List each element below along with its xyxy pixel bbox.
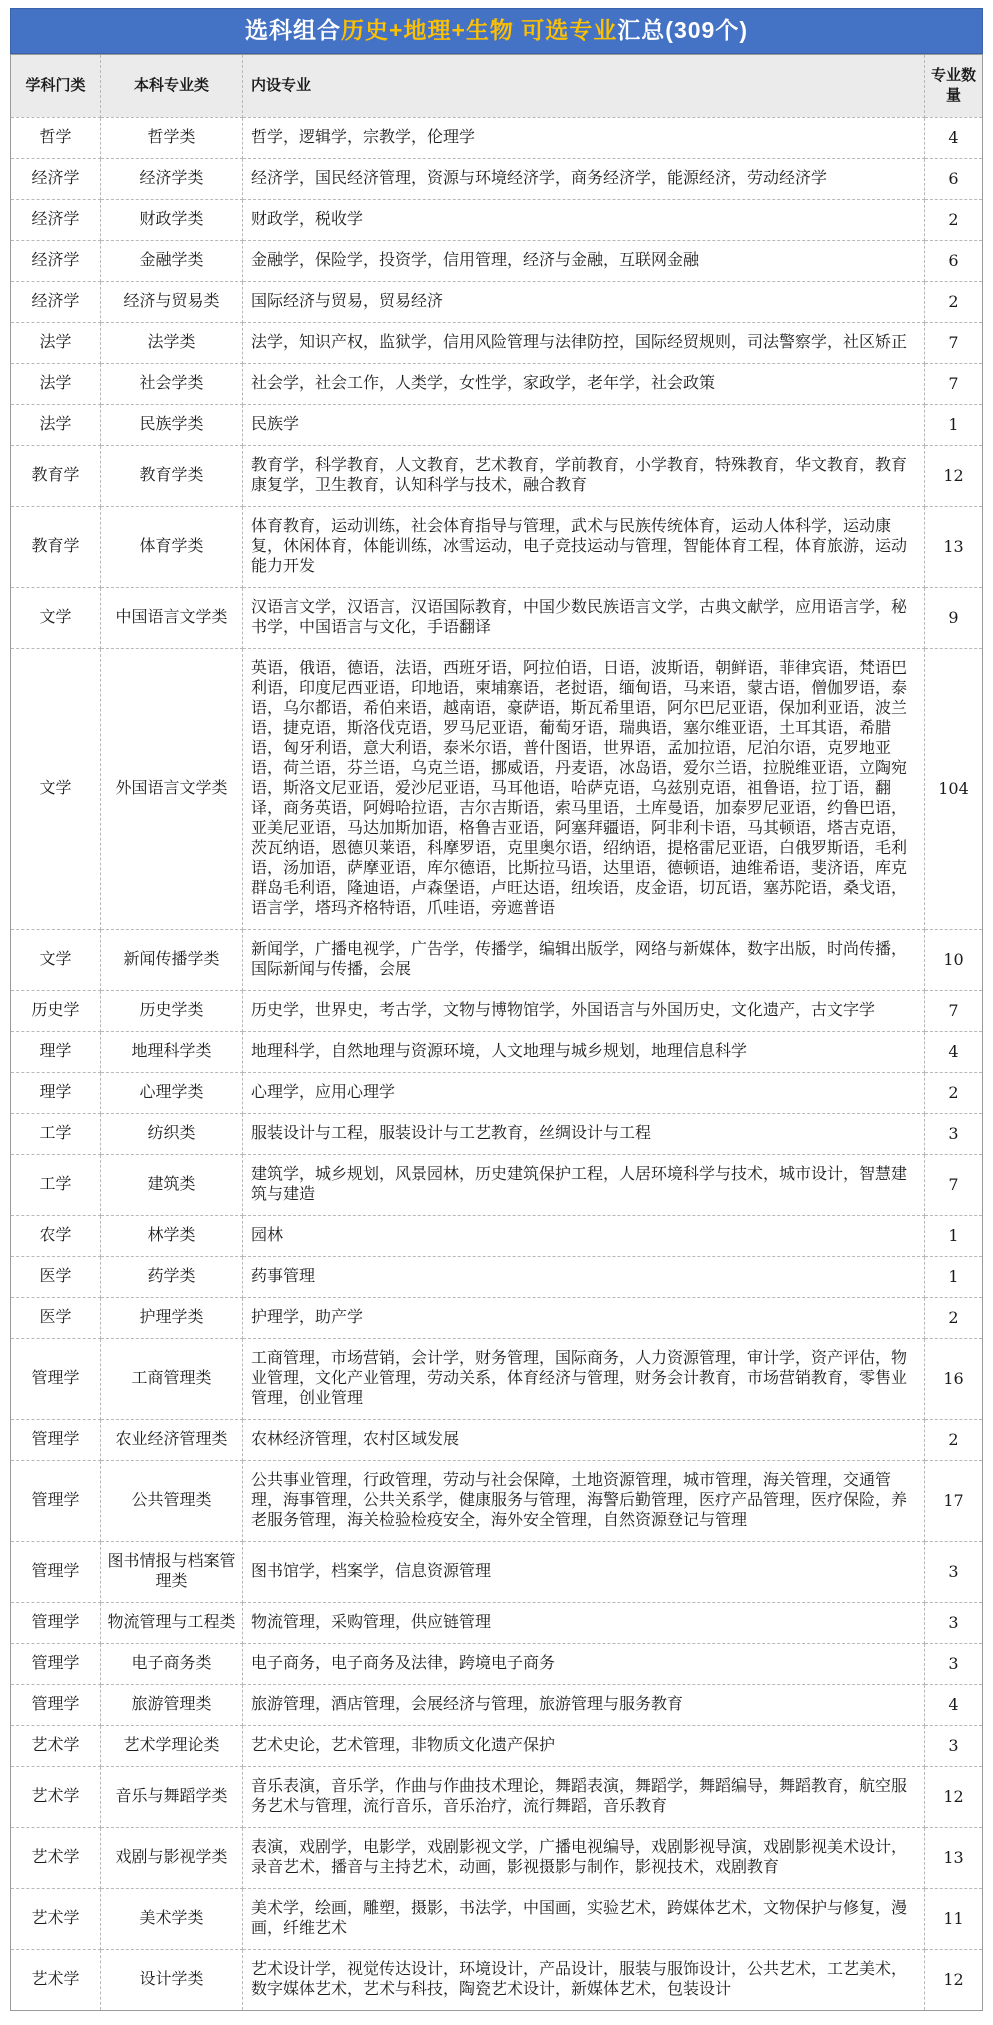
majors-cell: 音乐表演，音乐学，作曲与作曲技术理论，舞蹈表演，舞蹈学，舞蹈编导，舞蹈教育，航空服务艺术与管理，流行音乐，音乐治疗，流行舞蹈，音乐教育 bbox=[243, 1766, 925, 1827]
major-class-cell: 药学类 bbox=[101, 1256, 243, 1297]
table-row bbox=[11, 240, 983, 281]
count-cell: 4 bbox=[925, 117, 983, 158]
table-row bbox=[11, 1725, 983, 1766]
major-class-cell: 图书情报与档案管理类 bbox=[101, 1541, 243, 1602]
discipline-cell: 管理学 bbox=[11, 1602, 101, 1643]
discipline-cell: 文学 bbox=[11, 587, 101, 648]
discipline-cell: 文学 bbox=[11, 929, 101, 990]
table-row bbox=[11, 1684, 983, 1725]
count-cell: 1 bbox=[925, 404, 983, 445]
count-cell: 10 bbox=[925, 929, 983, 990]
majors-cell: 哲学，逻辑学，宗教学，伦理学 bbox=[243, 117, 925, 158]
major-class-cell: 社会学类 bbox=[101, 363, 243, 404]
count-cell: 11 bbox=[925, 1888, 983, 1949]
table-row bbox=[11, 1602, 983, 1643]
discipline-cell: 经济学 bbox=[11, 240, 101, 281]
table-row bbox=[11, 363, 983, 404]
major-class-cell: 护理学类 bbox=[101, 1297, 243, 1338]
count-cell: 3 bbox=[925, 1113, 983, 1154]
count-cell: 7 bbox=[925, 1154, 983, 1215]
discipline-cell: 经济学 bbox=[11, 199, 101, 240]
major-class-cell: 美术学类 bbox=[101, 1888, 243, 1949]
discipline-cell: 艺术学 bbox=[11, 1888, 101, 1949]
count-cell: 9 bbox=[925, 587, 983, 648]
count-cell: 4 bbox=[925, 1684, 983, 1725]
discipline-cell: 艺术学 bbox=[11, 1827, 101, 1888]
major-class-cell: 纺织类 bbox=[101, 1113, 243, 1154]
count-cell: 12 bbox=[925, 445, 983, 506]
count-cell: 6 bbox=[925, 240, 983, 281]
count-cell: 6 bbox=[925, 158, 983, 199]
discipline-cell: 管理学 bbox=[11, 1684, 101, 1725]
table-row bbox=[11, 990, 983, 1031]
discipline-cell: 管理学 bbox=[11, 1460, 101, 1541]
table-row bbox=[11, 1419, 983, 1460]
discipline-cell: 理学 bbox=[11, 1072, 101, 1113]
table-row bbox=[11, 1297, 983, 1338]
table-row bbox=[11, 1256, 983, 1297]
major-class-cell: 建筑类 bbox=[101, 1154, 243, 1215]
count-cell: 12 bbox=[925, 1949, 983, 2010]
count-cell: 3 bbox=[925, 1643, 983, 1684]
major-class-cell: 教育学类 bbox=[101, 445, 243, 506]
table-row bbox=[11, 1072, 983, 1113]
discipline-cell: 法学 bbox=[11, 322, 101, 363]
discipline-cell: 农学 bbox=[11, 1215, 101, 1256]
discipline-cell: 艺术学 bbox=[11, 1725, 101, 1766]
count-cell: 2 bbox=[925, 1072, 983, 1113]
majors-cell: 法学，知识产权，监狱学，信用风险管理与法律防控，国际经贸规则，司法警察学，社区矫正 bbox=[243, 322, 925, 363]
major-class-cell: 历史学类 bbox=[101, 990, 243, 1031]
table-row bbox=[11, 587, 983, 648]
major-class-cell: 音乐与舞蹈学类 bbox=[101, 1766, 243, 1827]
discipline-cell: 工学 bbox=[11, 1154, 101, 1215]
majors-cell: 心理学，应用心理学 bbox=[243, 1072, 925, 1113]
discipline-cell: 管理学 bbox=[11, 1419, 101, 1460]
major-class-cell: 戏剧与影视学类 bbox=[101, 1827, 243, 1888]
majors-cell: 金融学，保险学，投资学，信用管理，经济与金融，互联网金融 bbox=[243, 240, 925, 281]
count-cell: 1 bbox=[925, 1215, 983, 1256]
majors-cell: 表演，戏剧学，电影学，戏剧影视文学，广播电视编导，戏剧影视导演，戏剧影视美术设计，录音艺术，播音与主持艺术，动画，影视摄影与制作，影视技术，戏剧教育 bbox=[243, 1827, 925, 1888]
table-row bbox=[11, 281, 983, 322]
majors-cell: 新闻学，广播电视学，广告学，传播学，编辑出版学，网络与新媒体，数字出版，时尚传播，国际新闻与传播，会展 bbox=[243, 929, 925, 990]
major-class-cell: 旅游管理类 bbox=[101, 1684, 243, 1725]
table-row bbox=[11, 1888, 983, 1949]
major-class-cell: 哲学类 bbox=[101, 117, 243, 158]
majors-cell: 物流管理，采购管理，供应链管理 bbox=[243, 1602, 925, 1643]
table-row bbox=[11, 1113, 983, 1154]
table-row bbox=[11, 1541, 983, 1602]
majors-cell: 英语，俄语，德语，法语，西班牙语，阿拉伯语，日语，波斯语，朝鲜语，菲律宾语，梵语巴利语，印度尼西亚语，印地语，柬埔寨语，老挝语，缅甸语，马来语，蒙古语，僧伽罗语，泰语，乌尔都语，希伯来语，越南语，豪萨语，斯瓦希里语，阿尔巴尼亚语，保加利亚语，波兰语，捷克语，斯洛伐克语，罗马尼亚语，葡萄牙语，瑞典语，塞尔维亚语，土耳其语，希腊语，匈牙利语，意大利语，泰米尔语，普什图语，世界语，孟加拉语，尼泊尔语，克罗地亚语，荷兰语，芬兰语，乌克兰语，挪威语，丹麦语，冰岛语，爱尔兰语，拉脱维亚语，立陶宛语，斯洛文尼亚语，爱沙尼亚语，马耳他语，哈萨克语，乌兹别克语，祖鲁语，拉丁语，翻译，商务英语，阿姆哈拉语，吉尔吉斯语，索马里语，土库曼语，加泰罗尼亚语，约鲁巴语，亚美尼亚语，马达加斯加语，格鲁吉亚语，阿塞拜疆语，阿非利卡语，马其顿语，塔吉克语，茨瓦纳语，恩德贝莱语，科摩罗语，克里奥尔语，绍纳语，提格雷尼亚语，白俄罗斯语，毛利语，汤加语，萨摩亚语，库尔德语，比斯拉马语，达里语，德顿语，迪维希语，斐济语，库克群岛毛利语，隆迪语，卢森堡语，卢旺达语，纽埃语，皮金语，切瓦语，塞苏陀语，桑戈语，语言学，塔玛齐格特语，爪哇语，旁遮普语 bbox=[243, 648, 925, 929]
majors-cell: 汉语言文学，汉语言，汉语国际教育，中国少数民族语言文学，古典文献学，应用语言学，秘书学，中国语言与文化，手语翻译 bbox=[243, 587, 925, 648]
discipline-cell: 文学 bbox=[11, 648, 101, 929]
table-row bbox=[11, 199, 983, 240]
table-row bbox=[11, 1215, 983, 1256]
majors-cell: 旅游管理，酒店管理，会展经济与管理，旅游管理与服务教育 bbox=[243, 1684, 925, 1725]
table-row bbox=[11, 445, 983, 506]
major-class-cell: 设计学类 bbox=[101, 1949, 243, 2010]
count-cell: 2 bbox=[925, 1297, 983, 1338]
discipline-cell: 经济学 bbox=[11, 281, 101, 322]
count-cell: 104 bbox=[925, 648, 983, 929]
table-row bbox=[11, 1643, 983, 1684]
discipline-cell: 管理学 bbox=[11, 1541, 101, 1602]
major-class-cell: 农业经济管理类 bbox=[101, 1419, 243, 1460]
count-cell: 4 bbox=[925, 1031, 983, 1072]
count-cell: 3 bbox=[925, 1602, 983, 1643]
title-banner bbox=[10, 8, 983, 54]
major-class-cell: 法学类 bbox=[101, 322, 243, 363]
discipline-cell: 医学 bbox=[11, 1297, 101, 1338]
majors-cell: 社会学，社会工作，人类学，女性学，家政学，老年学，社会政策 bbox=[243, 363, 925, 404]
discipline-cell: 教育学 bbox=[11, 445, 101, 506]
discipline-cell: 经济学 bbox=[11, 158, 101, 199]
table-row bbox=[11, 648, 983, 929]
count-cell: 1 bbox=[925, 1256, 983, 1297]
count-cell: 2 bbox=[925, 1419, 983, 1460]
count-cell: 7 bbox=[925, 322, 983, 363]
table-row bbox=[11, 1827, 983, 1888]
major-class-cell: 民族学类 bbox=[101, 404, 243, 445]
discipline-cell: 哲学 bbox=[11, 117, 101, 158]
discipline-cell: 历史学 bbox=[11, 990, 101, 1031]
discipline-cell: 教育学 bbox=[11, 506, 101, 587]
major-class-cell: 艺术学理论类 bbox=[101, 1725, 243, 1766]
table-row bbox=[11, 1949, 983, 2010]
majors-cell: 园林 bbox=[243, 1215, 925, 1256]
majors-cell: 国际经济与贸易，贸易经济 bbox=[243, 281, 925, 322]
majors-cell: 地理科学，自然地理与资源环境，人文地理与城乡规划，地理信息科学 bbox=[243, 1031, 925, 1072]
col-header-major-class: 本科专业类 bbox=[101, 54, 243, 117]
major-class-cell: 公共管理类 bbox=[101, 1460, 243, 1541]
count-cell: 17 bbox=[925, 1460, 983, 1541]
table-row bbox=[11, 322, 983, 363]
major-class-cell: 财政学类 bbox=[101, 199, 243, 240]
majors-cell: 电子商务，电子商务及法律，跨境电子商务 bbox=[243, 1643, 925, 1684]
col-header-count: 专业数量 bbox=[925, 54, 983, 117]
page-title: 选科组合历史+地理+生物 可选专业汇总(309个) bbox=[245, 17, 748, 43]
major-class-cell: 林学类 bbox=[101, 1215, 243, 1256]
majors-cell: 历史学，世界史，考古学，文物与博物馆学，外国语言与外国历史，文化遗产，古文字学 bbox=[243, 990, 925, 1031]
major-class-cell: 经济学类 bbox=[101, 158, 243, 199]
count-cell: 7 bbox=[925, 990, 983, 1031]
major-class-cell: 新闻传播学类 bbox=[101, 929, 243, 990]
major-class-cell: 外国语言文学类 bbox=[101, 648, 243, 929]
majors-cell: 药事管理 bbox=[243, 1256, 925, 1297]
discipline-cell: 管理学 bbox=[11, 1643, 101, 1684]
discipline-cell: 管理学 bbox=[11, 1338, 101, 1419]
count-cell: 13 bbox=[925, 1827, 983, 1888]
major-class-cell: 体育学类 bbox=[101, 506, 243, 587]
majors-cell: 体育教育，运动训练，社会体育指导与管理，武术与民族传统体育，运动人体科学，运动康复，休闲体育，体能训练，冰雪运动，电子竞技运动与管理，智能体育工程，体育旅游，运动能力开发 bbox=[243, 506, 925, 587]
count-cell: 2 bbox=[925, 281, 983, 322]
col-header-majors: 内设专业 bbox=[243, 54, 925, 117]
majors-cell: 民族学 bbox=[243, 404, 925, 445]
count-cell: 12 bbox=[925, 1766, 983, 1827]
count-cell: 13 bbox=[925, 506, 983, 587]
discipline-cell: 法学 bbox=[11, 404, 101, 445]
major-class-cell: 工商管理类 bbox=[101, 1338, 243, 1419]
majors-cell: 工商管理，市场营销，会计学，财务管理，国际商务，人力资源管理，审计学，资产评估，物业管理，文化产业管理，劳动关系，体育经济与管理，财务会计教育，市场营销教育，零售业管理，创业管理 bbox=[243, 1338, 925, 1419]
majors-cell: 图书馆学，档案学，信息资源管理 bbox=[243, 1541, 925, 1602]
table-row bbox=[11, 929, 983, 990]
major-class-cell: 经济与贸易类 bbox=[101, 281, 243, 322]
major-class-cell: 心理学类 bbox=[101, 1072, 243, 1113]
major-class-cell: 地理科学类 bbox=[101, 1031, 243, 1072]
major-class-cell: 电子商务类 bbox=[101, 1643, 243, 1684]
table-body bbox=[11, 117, 983, 2010]
discipline-cell: 理学 bbox=[11, 1031, 101, 1072]
discipline-cell: 工学 bbox=[11, 1113, 101, 1154]
table-row bbox=[11, 1154, 983, 1215]
table-row bbox=[11, 506, 983, 587]
discipline-cell: 艺术学 bbox=[11, 1766, 101, 1827]
table-row bbox=[11, 404, 983, 445]
discipline-cell: 艺术学 bbox=[11, 1949, 101, 2010]
table-row bbox=[11, 158, 983, 199]
count-cell: 3 bbox=[925, 1725, 983, 1766]
table-header-row bbox=[11, 54, 983, 117]
count-cell: 16 bbox=[925, 1338, 983, 1419]
majors-cell: 公共事业管理，行政管理，劳动与社会保障，土地资源管理，城市管理，海关管理，交通管理，海事管理，公共关系学，健康服务与管理，海警后勤管理，医疗产品管理，医疗保险，养老服务管理，海关检验检疫安全，海外安全管理，自然资源登记与管理 bbox=[243, 1460, 925, 1541]
majors-cell: 财政学，税收学 bbox=[243, 199, 925, 240]
table-row bbox=[11, 117, 983, 158]
majors-cell: 服装设计与工程，服装设计与工艺教育，丝绸设计与工程 bbox=[243, 1113, 925, 1154]
table-row bbox=[11, 1460, 983, 1541]
discipline-cell: 法学 bbox=[11, 363, 101, 404]
majors-cell: 护理学，助产学 bbox=[243, 1297, 925, 1338]
major-class-cell: 中国语言文学类 bbox=[101, 587, 243, 648]
majors-cell: 经济学，国民经济管理，资源与环境经济学，商务经济学，能源经济，劳动经济学 bbox=[243, 158, 925, 199]
table-row bbox=[11, 1338, 983, 1419]
majors-cell: 农林经济管理，农村区域发展 bbox=[243, 1419, 925, 1460]
majors-cell: 艺术史论，艺术管理，非物质文化遗产保护 bbox=[243, 1725, 925, 1766]
discipline-cell: 医学 bbox=[11, 1256, 101, 1297]
count-cell: 7 bbox=[925, 363, 983, 404]
table-row bbox=[11, 1031, 983, 1072]
major-class-cell: 物流管理与工程类 bbox=[101, 1602, 243, 1643]
table-row bbox=[11, 1766, 983, 1827]
majors-cell: 教育学，科学教育，人文教育，艺术教育，学前教育，小学教育，特殊教育，华文教育，教育康复学，卫生教育，认知科学与技术，融合教育 bbox=[243, 445, 925, 506]
count-cell: 3 bbox=[925, 1541, 983, 1602]
majors-cell: 美术学，绘画，雕塑，摄影，书法学，中国画，实验艺术，跨媒体艺术，文物保护与修复，漫画，纤维艺术 bbox=[243, 1888, 925, 1949]
majors-cell: 艺术设计学，视觉传达设计，环境设计，产品设计，服装与服饰设计，公共艺术，工艺美术，数字媒体艺术，艺术与科技，陶瓷艺术设计，新媒体艺术，包装设计 bbox=[243, 1949, 925, 2010]
majors-table bbox=[10, 54, 983, 2011]
col-header-discipline: 学科门类 bbox=[11, 54, 101, 117]
majors-cell: 建筑学，城乡规划，风景园林，历史建筑保护工程，人居环境科学与技术，城市设计，智慧建筑与建造 bbox=[243, 1154, 925, 1215]
count-cell: 2 bbox=[925, 199, 983, 240]
major-class-cell: 金融学类 bbox=[101, 240, 243, 281]
